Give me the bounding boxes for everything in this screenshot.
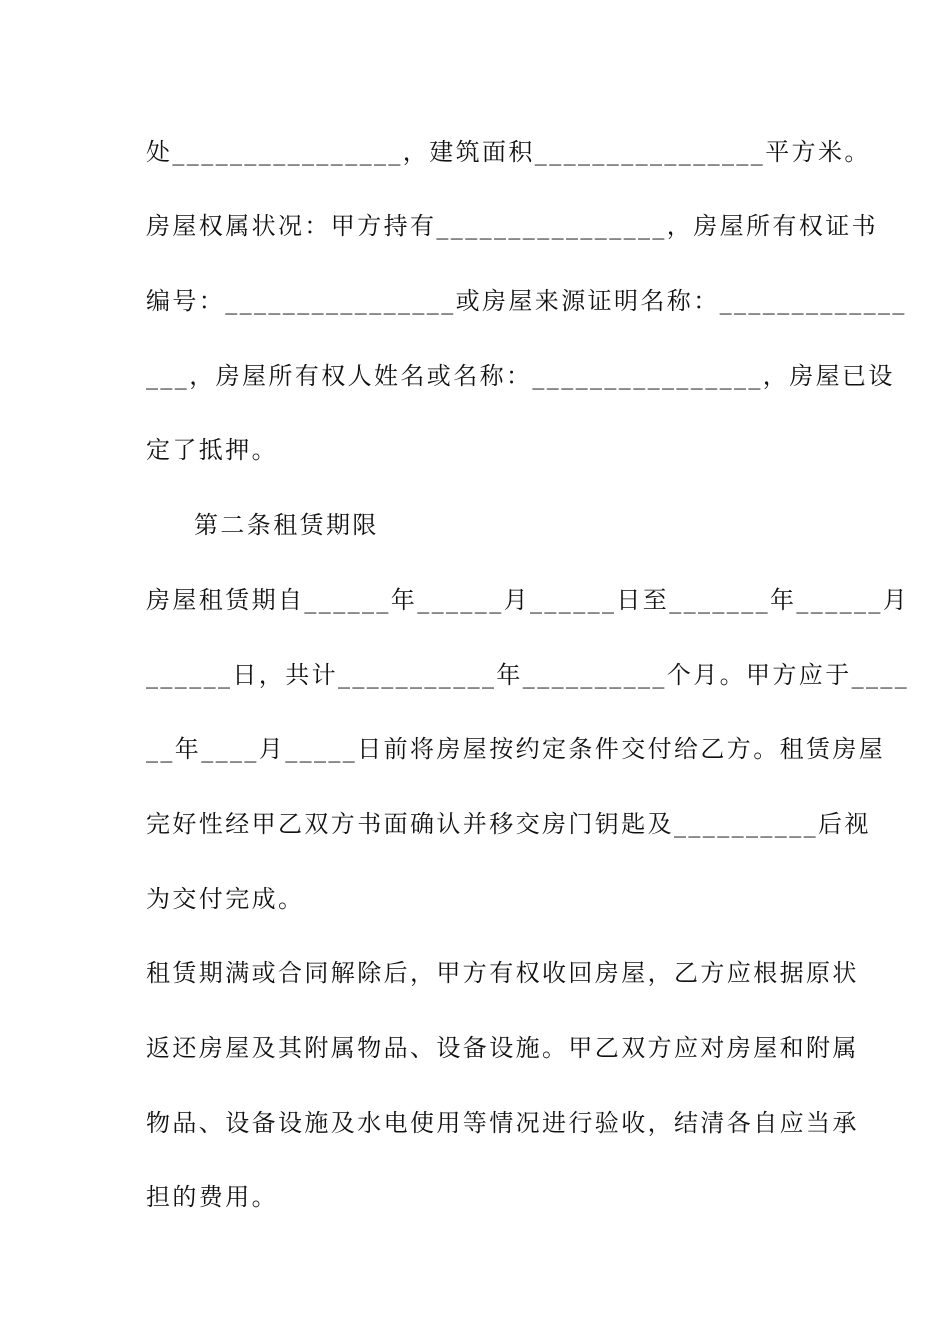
text-line: ______日，共计___________年__________个月。甲方应于____	[146, 661, 910, 689]
text-line: 编号：________________或房屋来源证明名称：_____________	[146, 287, 907, 315]
text-line: ___，房屋所有权人姓名或名称：________________，房屋已设	[146, 362, 895, 390]
text-line: 房屋权属状况：甲方持有________________，房屋所有权证书	[146, 212, 878, 240]
text-line: 担的费用。	[146, 1183, 278, 1211]
text-line: 物品、设备设施及水电使用等情况进行验收，结清各自应当承	[146, 1109, 859, 1137]
text-line: 租赁期满或合同解除后，甲方有权收回房屋，乙方应根据原状	[146, 959, 859, 987]
text-line: 完好性经甲乙双方书面确认并移交房门钥匙及__________后视	[146, 810, 871, 838]
text-line: 房屋租赁期自______年______月______日至_______年______月	[146, 586, 910, 614]
section-heading: 第二条租赁期限	[194, 511, 379, 539]
text-line: 定了抵押。	[146, 436, 278, 464]
text-line: 返还房屋及其附属物品、设备设施。甲乙双方应对房屋和附属	[146, 1034, 859, 1062]
text-line: 为交付完成。	[146, 885, 305, 913]
text-line: __年____月_____日前将房屋按约定条件交付给乙方。租赁房屋	[146, 735, 886, 763]
text-line: 处________________，建筑面积________________平方米。	[146, 138, 871, 166]
